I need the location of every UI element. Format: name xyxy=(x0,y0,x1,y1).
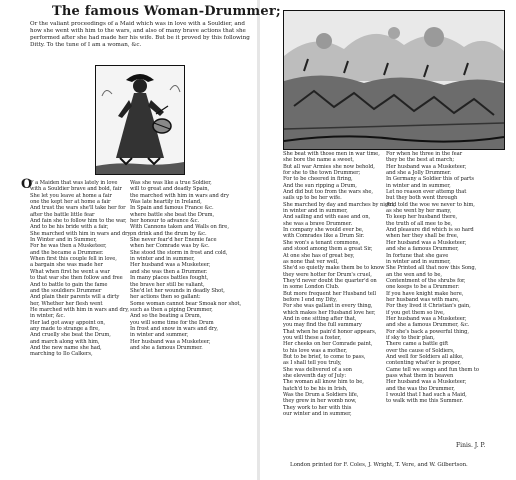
verse-line: one keeps to be a Drummer: xyxy=(386,284,460,291)
verse-line: in winter and in summer, xyxy=(386,182,451,189)
verse-line: And to be his bride with a fair, xyxy=(30,224,109,231)
verse-line: She'd let her wounds in deadly Shot, xyxy=(130,287,225,294)
verse-line: you will some time for the Drum xyxy=(130,319,214,326)
verse-line: And told the woe we never to him, xyxy=(386,201,475,208)
verse-line: Was the Drum a Soldiers life, xyxy=(283,392,359,399)
verse-line: will to great and deadly Spain, xyxy=(130,186,210,193)
verse-line: When first this couple fell in love, xyxy=(30,256,117,263)
verse-line: in winter and in summer, xyxy=(283,208,348,215)
verse-line: For she's back a powerful thing, xyxy=(386,328,470,335)
verse-line: At one she has of great bey, xyxy=(283,252,355,259)
verse-line: the brave her still be valiant, xyxy=(130,281,205,288)
verse-line: With Cannons taken and Walls on fire, xyxy=(130,224,229,231)
verse-line: And trust the wars she'll take her for xyxy=(30,205,126,212)
verse-line: and she a famous Drummer. xyxy=(130,344,203,351)
verse-line: They work to her with this xyxy=(283,404,352,411)
verse-line: a bargain she was made her xyxy=(30,262,103,269)
verse-line: And so the beating a Drum, xyxy=(130,313,202,320)
verse-line: But to be brief, to come to pass, xyxy=(283,354,366,360)
verse-line: Came tell we songs and fun them to xyxy=(386,366,479,373)
verse-line: sails up to be her wife. xyxy=(283,195,342,202)
verse-line: In company she would ever be, xyxy=(283,227,364,234)
verse-line: For to be cheered in firing, xyxy=(283,176,353,183)
verse-line: which makes her Husband love her, xyxy=(283,309,376,316)
verse-line: in winter and summer, xyxy=(130,332,189,339)
verse-line: and she a famous Drummer, &c. xyxy=(386,322,470,329)
verse-line: Her husband was a Musketeer, xyxy=(386,315,467,322)
verse-line: And plain their parents will a dirty xyxy=(30,294,120,301)
verse-line: before I end my Dity, xyxy=(283,296,337,303)
verse-line: an the wen and to be, xyxy=(386,271,442,278)
verse-line: In Spain and famous France &c. xyxy=(130,205,214,212)
verse-line: to his love was a mother, xyxy=(283,347,348,354)
verse-line: her, Whether her flesh went xyxy=(30,300,103,307)
verse-line: over the cause of Soldiers, xyxy=(386,347,455,354)
verse-line: Some woman cannot bear Smoak nor shot, xyxy=(130,300,242,307)
verse-line: She let you leave at home a fair xyxy=(30,192,112,199)
verse-line: She beat with those men in war time, xyxy=(283,151,380,157)
printer-imprint: London printed for F. Coles, J. Wright, T. Vere, and W. Gilbertson. xyxy=(290,462,468,468)
verse-line: She never fear'd her Enemie face xyxy=(130,237,217,244)
verse-line: And well for Soldiers all alike, xyxy=(386,354,464,360)
verse-line: the marched with him in wars and dry xyxy=(130,192,229,199)
verse-line: she eleventh day of July: xyxy=(283,373,347,380)
verse-line: marching to Ilo Calkers, xyxy=(30,351,93,358)
verse-line: and she a Jolly Drummer. xyxy=(386,170,452,177)
verse-line: hatch'd to be his in Irish, xyxy=(283,385,348,392)
verse-line: She marched with him in wars and dry, xyxy=(30,230,132,237)
verse-line: Her husband was a Musketeer, xyxy=(130,338,211,345)
verse-column-left-1 xyxy=(30,180,145,358)
battle-scene-icon xyxy=(284,11,504,149)
verse-line: Contentment of the shrubs for, xyxy=(386,277,466,284)
verse-line: In Winter and in Summer, xyxy=(30,237,97,244)
verse-line: with a Souldier brave and bold, fair xyxy=(30,186,122,193)
verse-line: She stood the storm in frost and cold, xyxy=(130,249,228,256)
verse-line: And in one sitting after that, xyxy=(283,315,357,322)
verse-line: they were hotter for Drum's cruel, xyxy=(283,271,372,278)
verse-line: She was delivered of a son xyxy=(283,366,352,373)
verse-line: they be the best at march; xyxy=(386,157,455,164)
verse-line: she bore the name a sweet, xyxy=(283,157,354,164)
page-gutter xyxy=(257,0,260,480)
verse-column-right-1 xyxy=(283,151,401,417)
verse-line: and she a famous Drummer, xyxy=(386,246,459,253)
verse-line: her honour to advance &c. xyxy=(130,218,200,225)
verse-line: she was a brave Drummer. xyxy=(283,220,353,227)
drop-cap: O xyxy=(21,177,33,192)
verse-line: and stood among them a great Sir, xyxy=(283,246,373,253)
verse-line: you will these a foster, xyxy=(283,334,341,341)
verse-line: contenting what'er is proper, xyxy=(386,360,461,367)
verse-line: in some London Club. xyxy=(283,284,340,291)
verse-line: And the new name she had, xyxy=(30,344,102,351)
verse-line: but they both went through xyxy=(386,195,458,202)
verse-line: and the was tho Drummer, xyxy=(386,385,455,392)
verse-line: Her husband was a Musketeer, xyxy=(386,239,467,246)
verse-line: and the souldiers Drummer xyxy=(30,287,102,294)
verse-line: where battle she beat the Drum, xyxy=(130,211,215,218)
verse-line: What when first he went a war xyxy=(30,268,110,275)
verse-line: for she to the town Drummer; xyxy=(283,170,361,177)
ballad-title: The famous Woman-Drummer; xyxy=(52,4,281,19)
verse-line: you may find the full summary xyxy=(283,322,362,329)
verse-line: And sailing and with ease and on, xyxy=(283,214,371,221)
verse-line: Was she was like a true Soldier, xyxy=(130,180,212,186)
verse-column-right-2 xyxy=(386,151,511,405)
verse-line: if you get them so live, xyxy=(386,309,445,316)
verse-line: when her Comrade was by &c. xyxy=(130,243,210,250)
verse-line: That when he pain'd honor appears, xyxy=(283,328,377,335)
verse-line: They'd never doubt the quarter'd on xyxy=(283,277,377,284)
verse-line: Her cheeks on her Comrade paint, xyxy=(283,341,373,348)
verse-line: in winter and in summer, xyxy=(386,258,451,265)
verse-line: For she was gallant in every thing, xyxy=(283,303,373,310)
verse-line: For he was then a Musketeer, xyxy=(30,243,107,250)
verse-line: Her husband was a Musketeer, xyxy=(130,262,211,269)
verse-line: one the kept her at home a fair xyxy=(30,199,111,206)
battle-scene-woodcut xyxy=(283,10,505,150)
tune-line: To the tune of I am a woman, &c. xyxy=(46,42,142,48)
verse-line: with Comrades like a Drum Sir. xyxy=(283,233,365,240)
verse-line: In Germany a Soldier this of parts xyxy=(386,176,474,183)
verse-line: as she went by her many, xyxy=(386,208,452,215)
verse-line: when her they shall be free, xyxy=(386,233,459,240)
verse-line: The woman all know him to be, xyxy=(283,379,364,386)
verse-line: as I shall tell you truly, xyxy=(283,360,342,367)
verse-line: In frost and snow in wars and dry, xyxy=(130,325,218,332)
verse-column-left-2 xyxy=(130,180,255,351)
verse-line: Her husband was a Musketeer, xyxy=(386,379,467,386)
verse-line: But more frequent her Husband tell xyxy=(283,290,376,297)
verse-line: He marched with him in wars and dry, xyxy=(30,306,130,313)
verse-line: her husband was with mare, xyxy=(386,296,460,303)
verse-line: I would that I had such a Maid, xyxy=(386,392,467,399)
verse-line: For they lived it Christian's gain, xyxy=(386,303,471,310)
verse-line: There came a battle gift xyxy=(386,341,449,348)
verse-line: And pleasure did which is so hard xyxy=(386,227,474,234)
verse-line: Her lad got away appoint on, xyxy=(30,319,106,326)
verse-line: If you have knight make here, xyxy=(386,290,464,297)
verse-line: on drink and the drum by &c. xyxy=(130,230,207,237)
verse-line: Let no reason ever attemp that xyxy=(386,189,467,196)
woodcut-figure-icon xyxy=(96,66,184,174)
verse-line: F a Maiden that was lately in love xyxy=(30,180,118,186)
verse-line: after the battle little fear xyxy=(30,211,95,218)
verse-line: her actions then so gallant: xyxy=(130,294,201,301)
verse-line: Her husband was a Musketeer, xyxy=(386,163,467,170)
verse-line: In many places battles fought, xyxy=(130,275,209,282)
verse-line: to walk with me this Summer. xyxy=(386,398,464,405)
verse-line: in winter, &c. xyxy=(30,313,65,320)
verse-line: For when he three in the fear xyxy=(386,151,463,157)
verse-line: the truth of all mee to be, xyxy=(386,220,453,227)
verse-line: And did but too from the wars she, xyxy=(283,189,373,196)
verse-line: such as then a piping Drummer, xyxy=(130,306,213,313)
verse-line: any made to strange a fire, xyxy=(30,325,100,332)
verse-line: and march along with him, xyxy=(30,338,100,345)
verse-line: in winter and in summer, xyxy=(130,256,195,263)
verse-line: Was late heartily in Ireland, xyxy=(130,199,202,206)
woman-drummer-woodcut xyxy=(95,65,185,175)
verse-line: And fain she to follow him to the war, xyxy=(30,218,127,225)
verse-line: And cruelly she beat the Drum, xyxy=(30,332,111,339)
verse-line: if sky to their plan, xyxy=(386,334,435,341)
subtitle-text: Or the valiant proceedings of a Maid which was in love with a Souldier, and how she went with him to the wars, and also of many brave actions that she performed after she had made her his wife. But be it proved by this following Ditty. xyxy=(30,21,250,48)
verse-line: And the sun ripping a Drum, xyxy=(283,182,357,189)
verse-line: To keep her husband there, xyxy=(386,214,458,221)
verse-line: and she was then a Drummer. xyxy=(130,268,208,275)
ballad-subtitle xyxy=(30,21,252,49)
verse-line: She marched by day and marches by night, xyxy=(283,201,396,208)
verse-line: and the became a Drummer. xyxy=(30,249,104,256)
verse-line: In fortune that she gave xyxy=(386,252,449,259)
verse-line: She Printed all that now this Song, xyxy=(386,265,477,272)
verse-line: to that war she then follow and free xyxy=(30,275,123,282)
verse-line: our winter and in summer, xyxy=(283,411,352,418)
verse-line: And to battle to gain the fame xyxy=(30,281,108,288)
verse-line: But all war Armies she now behold, xyxy=(283,163,375,170)
verse-line: pass what them in heaven xyxy=(386,373,454,380)
verse-line: She won's a tenant commons, xyxy=(283,239,360,246)
verse-line: they grew in her womb now, xyxy=(283,398,357,405)
finis-signature: Finis. J. P. xyxy=(456,442,486,449)
verse-line: as none that ver well, xyxy=(283,258,339,265)
verse-line: She'd so quietly make them be to know xyxy=(283,265,385,272)
